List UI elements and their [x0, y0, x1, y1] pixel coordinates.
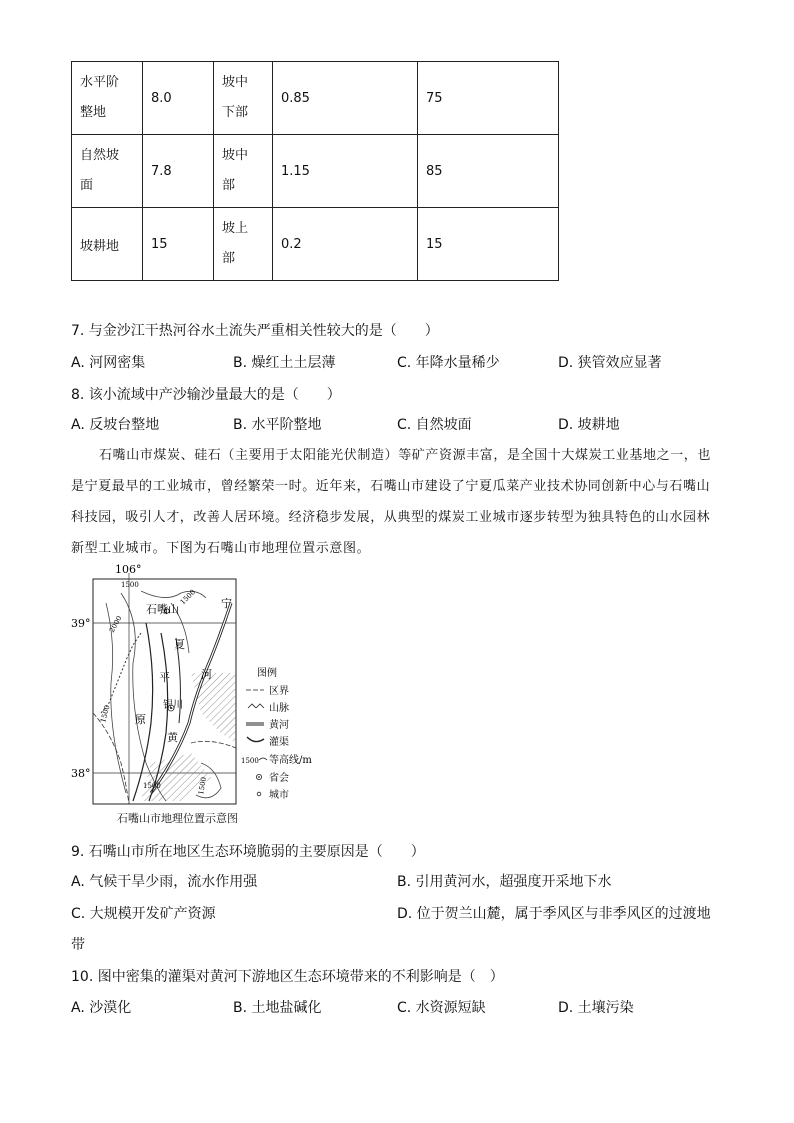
legend-river: 黄河 — [269, 720, 289, 731]
q7-option-d[interactable]: D. 狭管效应显著 — [558, 355, 662, 371]
contour-label: 2000 — [107, 614, 124, 634]
legend-capital: 省会 — [269, 773, 289, 784]
label-xia: 夏 — [174, 638, 185, 651]
table-cell-type: 水平阶 整地 — [72, 62, 143, 135]
contour-label: 1500 — [197, 776, 209, 796]
label-yuan: 原 — [135, 713, 146, 726]
legend-canal: 灌渠 — [269, 737, 289, 748]
label-he: 河 — [201, 668, 212, 681]
q9-option-b[interactable]: B. 引用黄河水，超强度开采地下水 — [397, 874, 612, 890]
table-cell: 15 — [418, 208, 559, 281]
data-table — [71, 61, 559, 281]
legend-mountain-symbol — [248, 704, 264, 708]
table-row — [72, 62, 559, 135]
map-svg — [71, 563, 341, 808]
q7-option-a[interactable]: A. 河网密集 — [71, 355, 146, 371]
map-legend — [241, 666, 312, 801]
table-cell: 1.15 — [273, 135, 418, 208]
table-cell: 85 — [418, 135, 559, 208]
q7-option-b[interactable]: B. 燥红土土层薄 — [233, 355, 336, 371]
q9-option-d[interactable]: D. 位于贺兰山麓，属于季风区与非季风区的过渡地 — [397, 906, 711, 922]
question-7-stem: 7. 与金沙江干热河谷水土流失严重相关性较大的是（ ） — [71, 323, 439, 339]
q10-option-b[interactable]: B. 土地盐碱化 — [233, 1000, 322, 1016]
legend-contour: 等高线/m — [269, 755, 312, 766]
q8-option-d[interactable]: D. 坡耕地 — [558, 417, 620, 433]
q8-option-b[interactable]: B. 水平阶整地 — [233, 417, 322, 433]
contour-label: 1500 — [143, 782, 161, 790]
legend-contour-symbol — [259, 758, 267, 760]
table-cell: 0.2 — [273, 208, 418, 281]
legend-title: 图例 — [257, 668, 277, 679]
q9-option-d-wrap: 带 — [71, 937, 85, 953]
latitude-38-label: 38° — [71, 767, 91, 780]
longitude-label: 106° — [115, 563, 142, 576]
q10-option-d[interactable]: D. 土壤污染 — [558, 1000, 634, 1016]
label-shizuishan: 石嘴山 — [146, 603, 179, 616]
table-cell: 7.8 — [143, 135, 214, 208]
q10-option-c[interactable]: C. 水资源短缺 — [397, 1000, 486, 1016]
table-cell-position: 坡中 部 — [214, 135, 273, 208]
map-caption: 石嘴山市地理位置示意图 — [117, 812, 238, 825]
latitude-39-label: 39° — [71, 617, 91, 630]
passage-text: 石嘴山市煤炭、硅石（主要用于太阳能光伏制造）等矿产资源丰富，是全国十大煤炭工业基地之一，也是宁夏最早的工业城市，曾经繁荣一时。近年来，石嘴山市建设了宁夏瓜菜产业技术协同创新中心与石嘴山科技园，吸引人才，改善人居环境。经济稳步发展，从典型的煤炭工业城市逐步转型为独具特色的山水园林新型工业城市。下图为石嘴山市地理位置示意图。 — [71, 448, 712, 556]
legend-mountain: 山脉 — [269, 703, 289, 714]
legend-contour-value: 1500 — [241, 757, 259, 765]
q10-option-a[interactable]: A. 沙漠化 — [71, 1000, 132, 1016]
legend-canal-symbol — [247, 737, 264, 742]
label-ning: 宁 — [221, 597, 232, 610]
question-8-stem: 8. 该小流域中产沙输沙量最大的是（ ） — [71, 387, 341, 403]
label-huang: 黄 — [167, 731, 178, 744]
q7-option-c[interactable]: C. 年降水量稀少 — [397, 355, 500, 371]
q9-option-a[interactable]: A. 气候干旱少雨，流水作用强 — [71, 874, 258, 890]
q8-option-c[interactable]: C. 自然坡面 — [397, 417, 472, 433]
question-10-stem: 10. 图中密集的灌渠对黄河下游地区生态环境带来的不利影响是（ ） — [71, 969, 504, 985]
table-row — [72, 208, 559, 281]
table-cell-type: 坡耕地 — [72, 208, 143, 281]
location-map — [71, 563, 341, 812]
q8-option-a[interactable]: A. 反坡台整地 — [71, 417, 160, 433]
q9-option-c[interactable]: C. 大规模开发矿产资源 — [71, 906, 216, 922]
contour-label: 1500 — [121, 581, 139, 589]
table-cell: 0.85 — [273, 62, 418, 135]
contour-label: 1500 — [99, 704, 112, 724]
table-cell: 15 — [143, 208, 214, 281]
legend-city-symbol — [257, 792, 261, 796]
contour-label: 1500 — [178, 588, 198, 607]
table-cell: 75 — [418, 62, 559, 135]
table-cell: 8.0 — [143, 62, 214, 135]
table-cell-position: 坡上 部 — [214, 208, 273, 281]
label-yinchuan: 银川 — [163, 700, 183, 711]
table-row — [72, 135, 559, 208]
question-9-stem: 9. 石嘴山市所在地区生态环境脆弱的主要原因是（ ） — [71, 844, 425, 860]
label-ping: 平 — [159, 671, 170, 684]
table-cell-position: 坡中 下部 — [214, 62, 273, 135]
legend-boundary: 区界 — [269, 686, 289, 697]
table-cell-type: 自然坡 面 — [72, 135, 143, 208]
legend-city: 城市 — [269, 790, 289, 801]
